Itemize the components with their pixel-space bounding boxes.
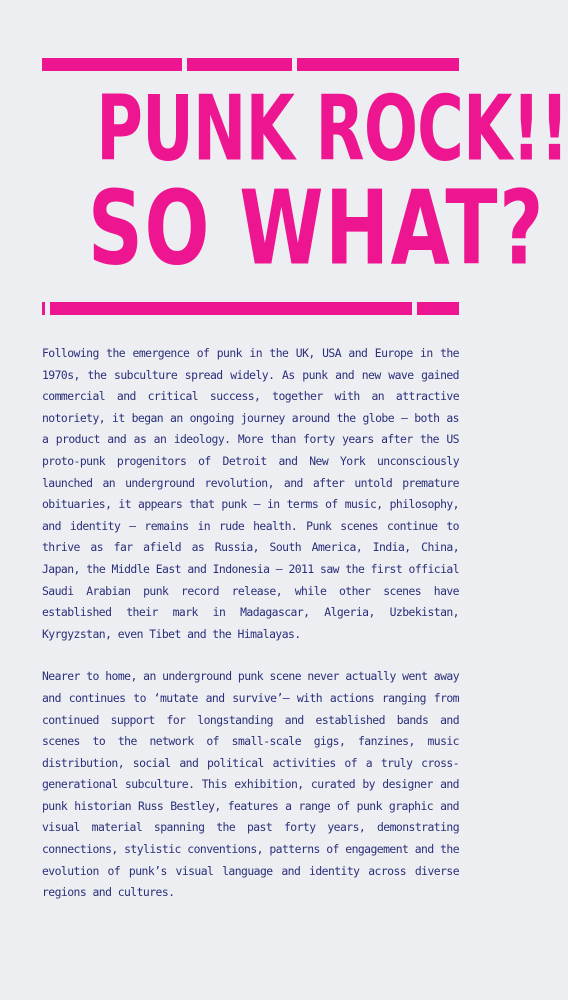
body-paragraph-2: Nearer to home, an underground punk scene never actually went away and continues to ‘mutate and survive’– with actions ranging from continued support for longstanding and established bands and scenes to the network of small-scale gigs, fanzines, music distribution, social and political activities of a truly cross-generational subculture. This exhibition, curated by designer and punk historian Russ Bestley, features a range of punk graphic and visual material spanning the past forty years, demonstrating connections, stylistic conventions, patterns of engagement and the evolution of punk’s visual language and identity across diverse regions and cultures. [42,669,459,900]
rule-wear-mark [412,302,417,315]
bottom-pink-rule [42,302,459,315]
body-paragraph-1: Following the emergence of punk in the UK, USA and Europe in the 1970s, the subculture spread widely. As punk and new wave gained commercial and critical success, together with an attractive notoriety, it began an ongoing journey around the globe – both as a product and as an ideology. More than forty years after the US proto-punk progenitors of Detroit and New York unconsciously launched an underground revolution, and after untold premature obituaries, it appears that punk – in terms of music, philosophy, and identity – remains in rude health. Punk scenes continue to thrive as far afield as Russia, South America, India, China, Japan, the Middle East and Indonesia – 2011 saw the first official Saudi Arabian punk record release, while other scenes have established their mark in Madagascar, Algeria, Uzbekistan, Kyrgyzstan, even Tibet and the Himalayas. [42,346,459,641]
rule-wear-mark [182,58,187,71]
top-pink-rule [42,58,459,71]
rule-wear-mark [45,302,50,315]
rule-wear-mark [292,58,297,71]
title-line-1: PUNK ROCK!! [96,76,568,182]
title-line-2: SO WHAT? [87,169,545,289]
body-text [42,343,459,925]
